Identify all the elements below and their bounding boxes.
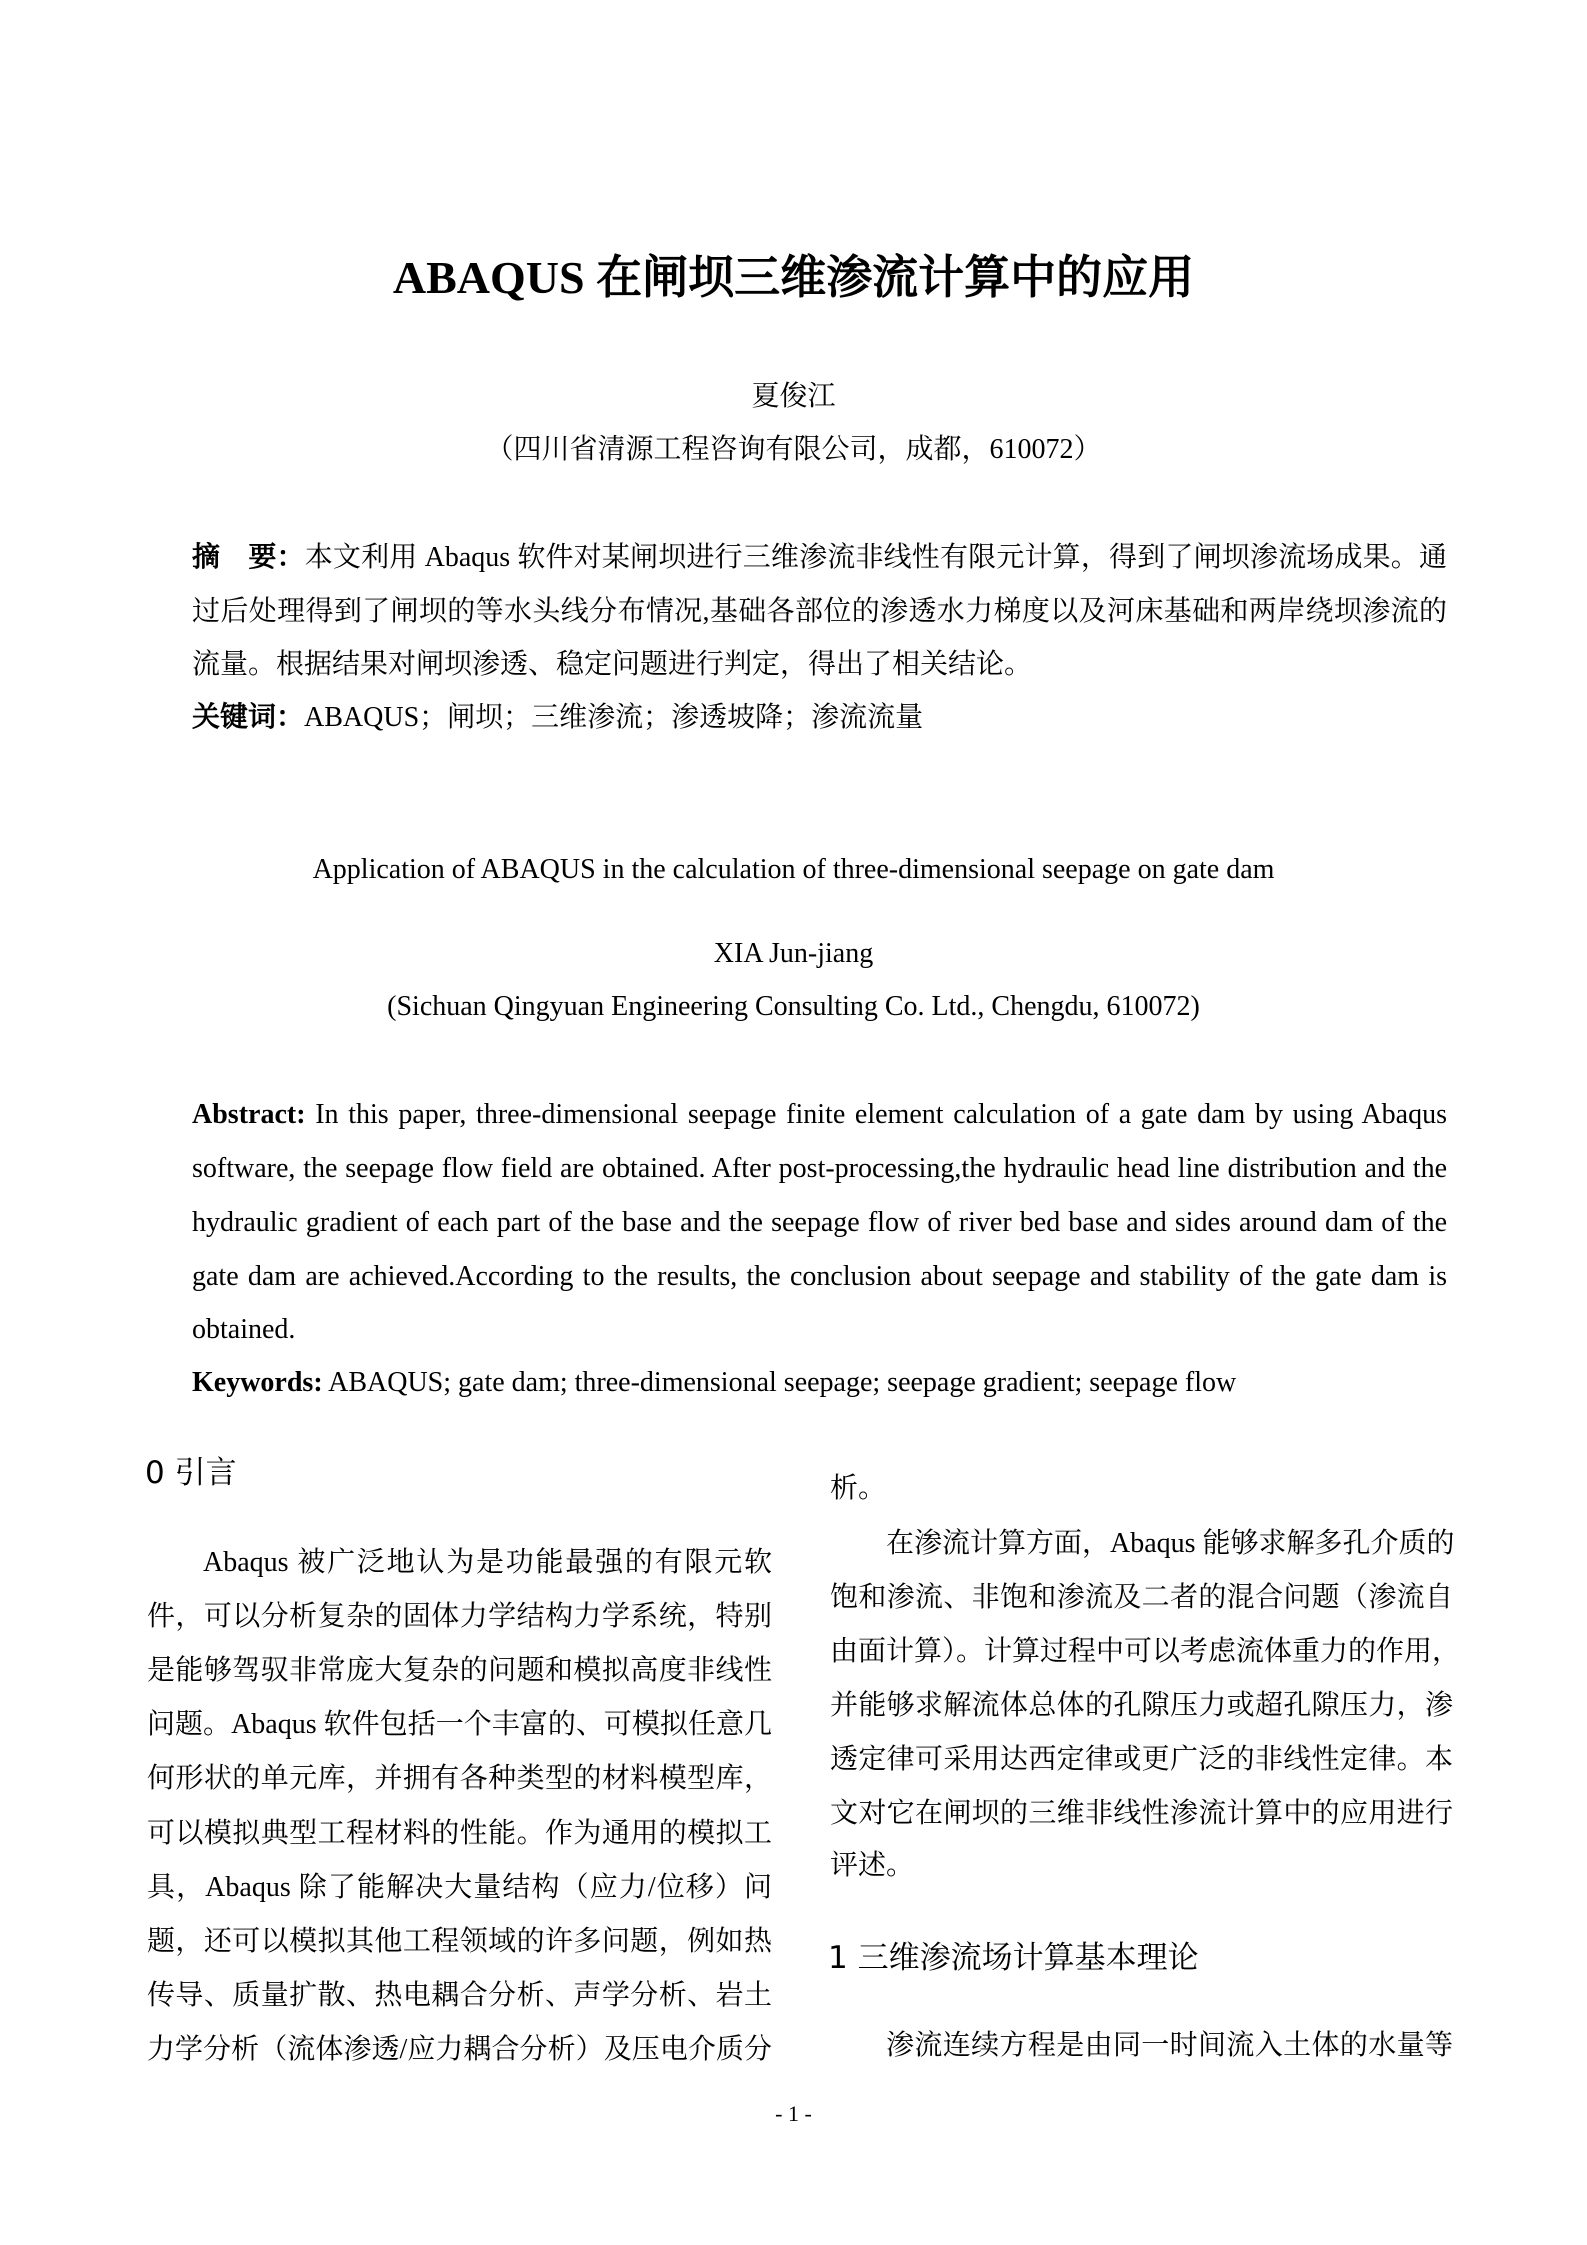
abstract-cn-line: 流量。根据结果对闸坝渗透、稳定问题进行判定，得出了相关结论。 <box>192 649 1033 680</box>
section-1-heading: 1 三维渗流场计算基本理论 <box>828 1940 1199 1976</box>
author-en: XIA Jun-jiang <box>713 938 874 969</box>
keywords-cn-label: 关键词： <box>192 702 305 733</box>
body-line: 评述。 <box>830 1850 915 1881</box>
body-line: 并能够求解流体总体的孔隙压力或超孔隙压力，渗 <box>830 1690 1453 1721</box>
keywords-en-text: ABAQUS; gate dam; three-dimensional seepage; seepage gradient; seepage flow <box>322 1367 1237 1398</box>
body-line: 饱和渗流、非饱和渗流及二者的混合问题（渗流自 <box>830 1582 1453 1613</box>
body-line: Abaqus 被广泛地认为是功能最强的有限元软 <box>203 1547 772 1578</box>
abstract-en-line <box>192 1097 1447 1133</box>
abstract-cn-line: 过后处理得到了闸坝的等水头线分布情况,基础各部位的渗透水力梯度以及河床基础和两岸绕坝渗流的 <box>192 596 1447 627</box>
body-line: 问题。Abaqus 软件包括一个丰富的、可模拟任意几 <box>147 1709 772 1740</box>
abstract-en-text: In this paper, three-dimensional seepage finite element calculation of a gate dam by using Abaqus <box>305 1099 1447 1130</box>
body-line: 件，可以分析复杂的固体力学结构力学系统，特别 <box>147 1601 772 1632</box>
page-number: - 1 - <box>775 2101 812 2126</box>
author-cn: 夏俊江 <box>751 381 836 412</box>
body-line: 文对它在闸坝的三维非线性渗流计算中的应用进行 <box>830 1798 1453 1829</box>
affiliation-en: (Sichuan Qingyuan Engineering Consulting Co. Ltd., Chengdu, 610072) <box>387 991 1200 1022</box>
affiliation-cn: （四川省清源工程咨询有限公司，成都，610072） <box>485 434 1102 465</box>
body-line: 析。 <box>830 1473 887 1504</box>
body-line: 题，还可以模拟其他工程领域的许多问题，例如热 <box>147 1926 772 1957</box>
abstract-cn-text: 本文利用 Abaqus 软件对某闸坝进行三维渗流非线性有限元计算，得到了闸坝渗流场成果。通 <box>304 542 1447 573</box>
body-line: 传导、质量扩散、热电耦合分析、声学分析、岩土 <box>147 1980 772 2011</box>
paper-title: ABAQUS 在闸坝三维渗流计算中的应用 <box>392 252 1195 303</box>
keywords-cn-text: ABAQUS；闸坝；三维渗流；渗透坡降；渗流流量 <box>304 702 924 733</box>
keywords-en-label: Keywords: <box>192 1367 323 1398</box>
body-line: 透定律可采用达西定律或更广泛的非线性定律。本 <box>830 1744 1453 1775</box>
keywords-cn <box>192 700 1447 736</box>
abstract-en-line: gate dam are achieved.According to the results, the conclusion about seepage and stability of the gate dam is <box>192 1261 1447 1292</box>
section-0-heading: 0 引言 <box>145 1455 237 1491</box>
body-line: 是能够驾驭非常庞大复杂的问题和模拟高度非线性 <box>147 1655 772 1686</box>
abstract-en-line: obtained. <box>192 1314 296 1345</box>
body-line: 具，Abaqus 除了能解决大量结构（应力/位移）问 <box>147 1872 772 1903</box>
body-line: 渗流连续方程是由同一时间流入土体的水量等 <box>886 2030 1453 2061</box>
body-line: 由面计算）。计算过程中可以考虑流体重力的作用， <box>830 1636 1461 1667</box>
body-line: 可以模拟典型工程材料的性能。作为通用的模拟工 <box>147 1818 772 1849</box>
title-en: Application of ABAQUS in the calculation of three-dimensional seepage on gate dam <box>312 854 1275 885</box>
body-line: 力学分析（流体渗透/应力耦合分析）及压电介质分 <box>147 2034 772 2065</box>
abstract-cn-line <box>192 540 1447 576</box>
body-line: 何形状的单元库，并拥有各种类型的材料模型库， <box>147 1763 772 1794</box>
abstract-cn-label: 摘 要： <box>192 542 305 573</box>
abstract-en-line: software, the seepage flow field are obtained. After post-processing,the hydraulic head line distribution and the <box>192 1153 1447 1184</box>
body-line: 在渗流计算方面，Abaqus 能够求解多孔介质的 <box>886 1528 1455 1559</box>
keywords-en <box>192 1365 1447 1401</box>
abstract-en-label: Abstract: <box>192 1099 306 1130</box>
abstract-en-line: hydraulic gradient of each part of the base and the seepage flow of river bed base and sides around dam of the <box>192 1207 1447 1238</box>
